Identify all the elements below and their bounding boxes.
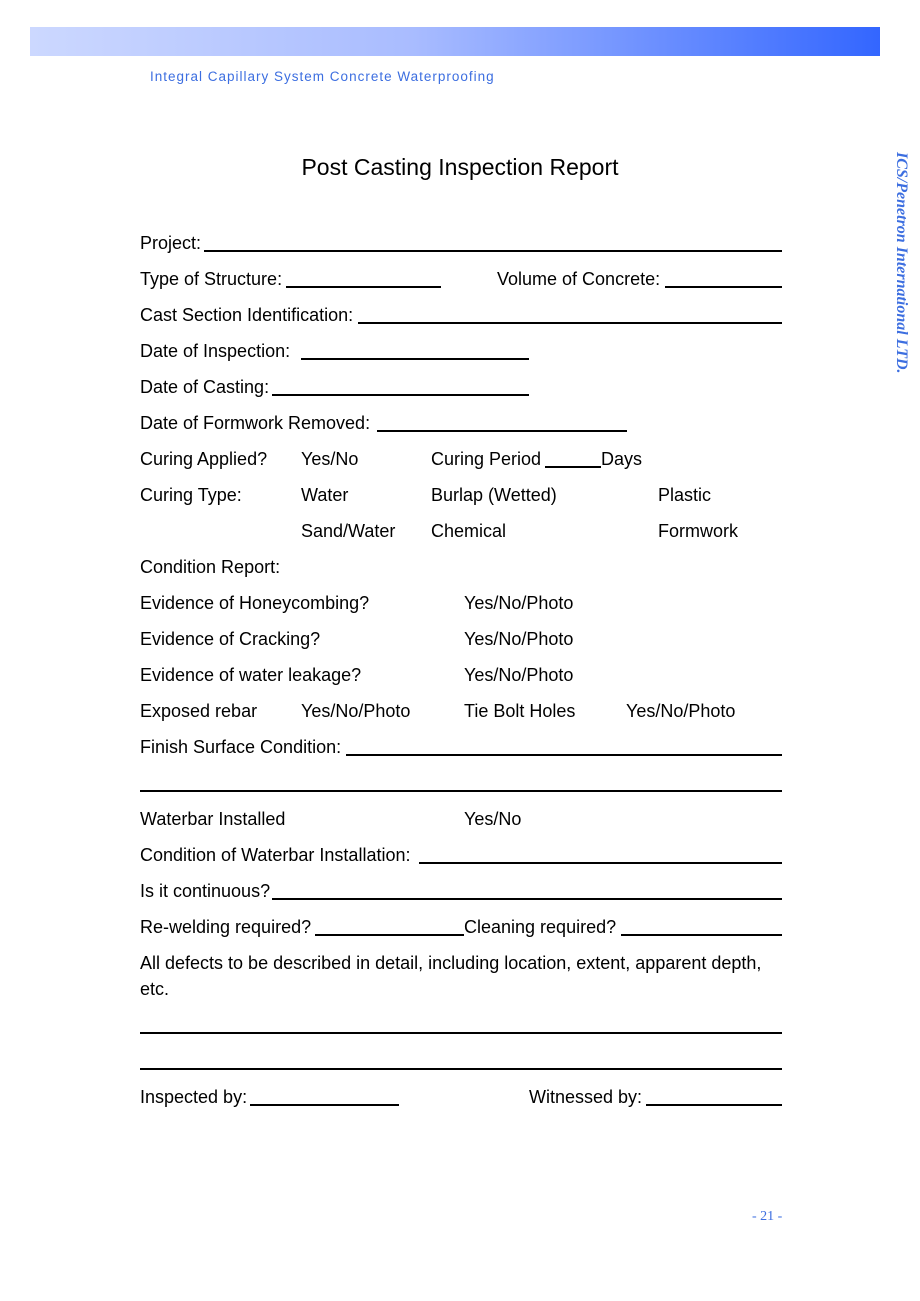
curing-applied-label: Curing Applied?	[140, 449, 268, 469]
curing-type-burlap[interactable]: Burlap (Wetted)	[431, 485, 557, 505]
condition-report-heading: Condition Report:	[140, 557, 281, 577]
finish-surface-line-2[interactable]	[140, 790, 782, 792]
curing-type-formwork[interactable]: Formwork	[658, 521, 738, 541]
curing-type-water[interactable]: Water	[301, 485, 349, 505]
cracking-label: Evidence of Cracking?	[140, 629, 321, 649]
continuous-line[interactable]	[272, 898, 782, 900]
defects-line-2[interactable]	[140, 1068, 782, 1070]
cleaning-line[interactable]	[621, 934, 782, 936]
company-tagline: Integral Capillary System Concrete Waterproofing	[150, 69, 495, 84]
volume-of-concrete-label: Volume of Concrete:	[497, 269, 661, 289]
tie-bolt-holes-options[interactable]: Yes/No/Photo	[626, 701, 736, 721]
continuous-label: Is it continuous?	[140, 881, 271, 901]
finish-surface-label: Finish Surface Condition:	[140, 737, 342, 757]
exposed-rebar-options[interactable]: Yes/No/Photo	[301, 701, 411, 721]
cast-section-line[interactable]	[358, 322, 782, 324]
defects-note-line2: etc.	[140, 979, 170, 999]
exposed-rebar-label: Exposed rebar	[140, 701, 258, 721]
curing-type-label: Curing Type:	[140, 485, 242, 505]
waterbar-installed-label: Waterbar Installed	[140, 809, 286, 829]
water-leakage-label: Evidence of water leakage?	[140, 665, 362, 685]
curing-type-chemical[interactable]: Chemical	[431, 521, 507, 541]
header-banner	[30, 27, 880, 56]
inspected-by-line[interactable]	[250, 1104, 399, 1106]
date-of-casting-label: Date of Casting:	[140, 377, 270, 397]
honeycombing-options[interactable]: Yes/No/Photo	[464, 593, 574, 613]
page-number: - 21 -	[752, 1209, 783, 1224]
project-line[interactable]	[204, 250, 782, 252]
side-brand: ICS/Penetron International LTD.	[893, 152, 910, 374]
honeycombing-label: Evidence of Honeycombing?	[140, 593, 370, 613]
finish-surface-line[interactable]	[346, 754, 782, 756]
curing-period-label: Curing Period	[431, 449, 542, 469]
type-of-structure-label: Type of Structure:	[140, 269, 283, 289]
water-leakage-options[interactable]: Yes/No/Photo	[464, 665, 574, 685]
cleaning-label: Cleaning required?	[464, 917, 617, 937]
rewelding-label: Re-welding required?	[140, 917, 312, 937]
tie-bolt-holes-label: Tie Bolt Holes	[464, 701, 576, 721]
volume-of-concrete-line[interactable]	[665, 286, 782, 288]
curing-type-plastic[interactable]: Plastic	[658, 485, 712, 505]
waterbar-condition-label: Condition of Waterbar Installation:	[140, 845, 411, 865]
date-of-inspection-label: Date of Inspection:	[140, 341, 291, 361]
witnessed-by-line[interactable]	[646, 1104, 782, 1106]
waterbar-installed-options[interactable]: Yes/No	[464, 809, 522, 829]
witnessed-by-label: Witnessed by:	[529, 1087, 643, 1107]
defects-line-1[interactable]	[140, 1032, 782, 1034]
curing-period-unit: Days	[601, 449, 643, 469]
curing-applied-options[interactable]: Yes/No	[301, 449, 359, 469]
cracking-options[interactable]: Yes/No/Photo	[464, 629, 574, 649]
date-of-formwork-line[interactable]	[377, 430, 627, 432]
project-label: Project:	[140, 233, 202, 253]
date-of-casting-line[interactable]	[272, 394, 529, 396]
defects-note-line1: All defects to be described in detail, including location, extent, apparent depth,	[140, 953, 762, 973]
rewelding-line[interactable]	[315, 934, 464, 936]
cast-section-label: Cast Section Identification:	[140, 305, 354, 325]
type-of-structure-line[interactable]	[286, 286, 441, 288]
curing-period-line[interactable]	[545, 466, 601, 468]
date-of-formwork-label: Date of Formwork Removed:	[140, 413, 371, 433]
curing-type-sand-water[interactable]: Sand/Water	[301, 521, 396, 541]
page-title: Post Casting Inspection Report	[301, 154, 619, 180]
date-of-inspection-line[interactable]	[301, 358, 529, 360]
waterbar-condition-line[interactable]	[419, 862, 782, 864]
inspected-by-label: Inspected by:	[140, 1087, 248, 1107]
